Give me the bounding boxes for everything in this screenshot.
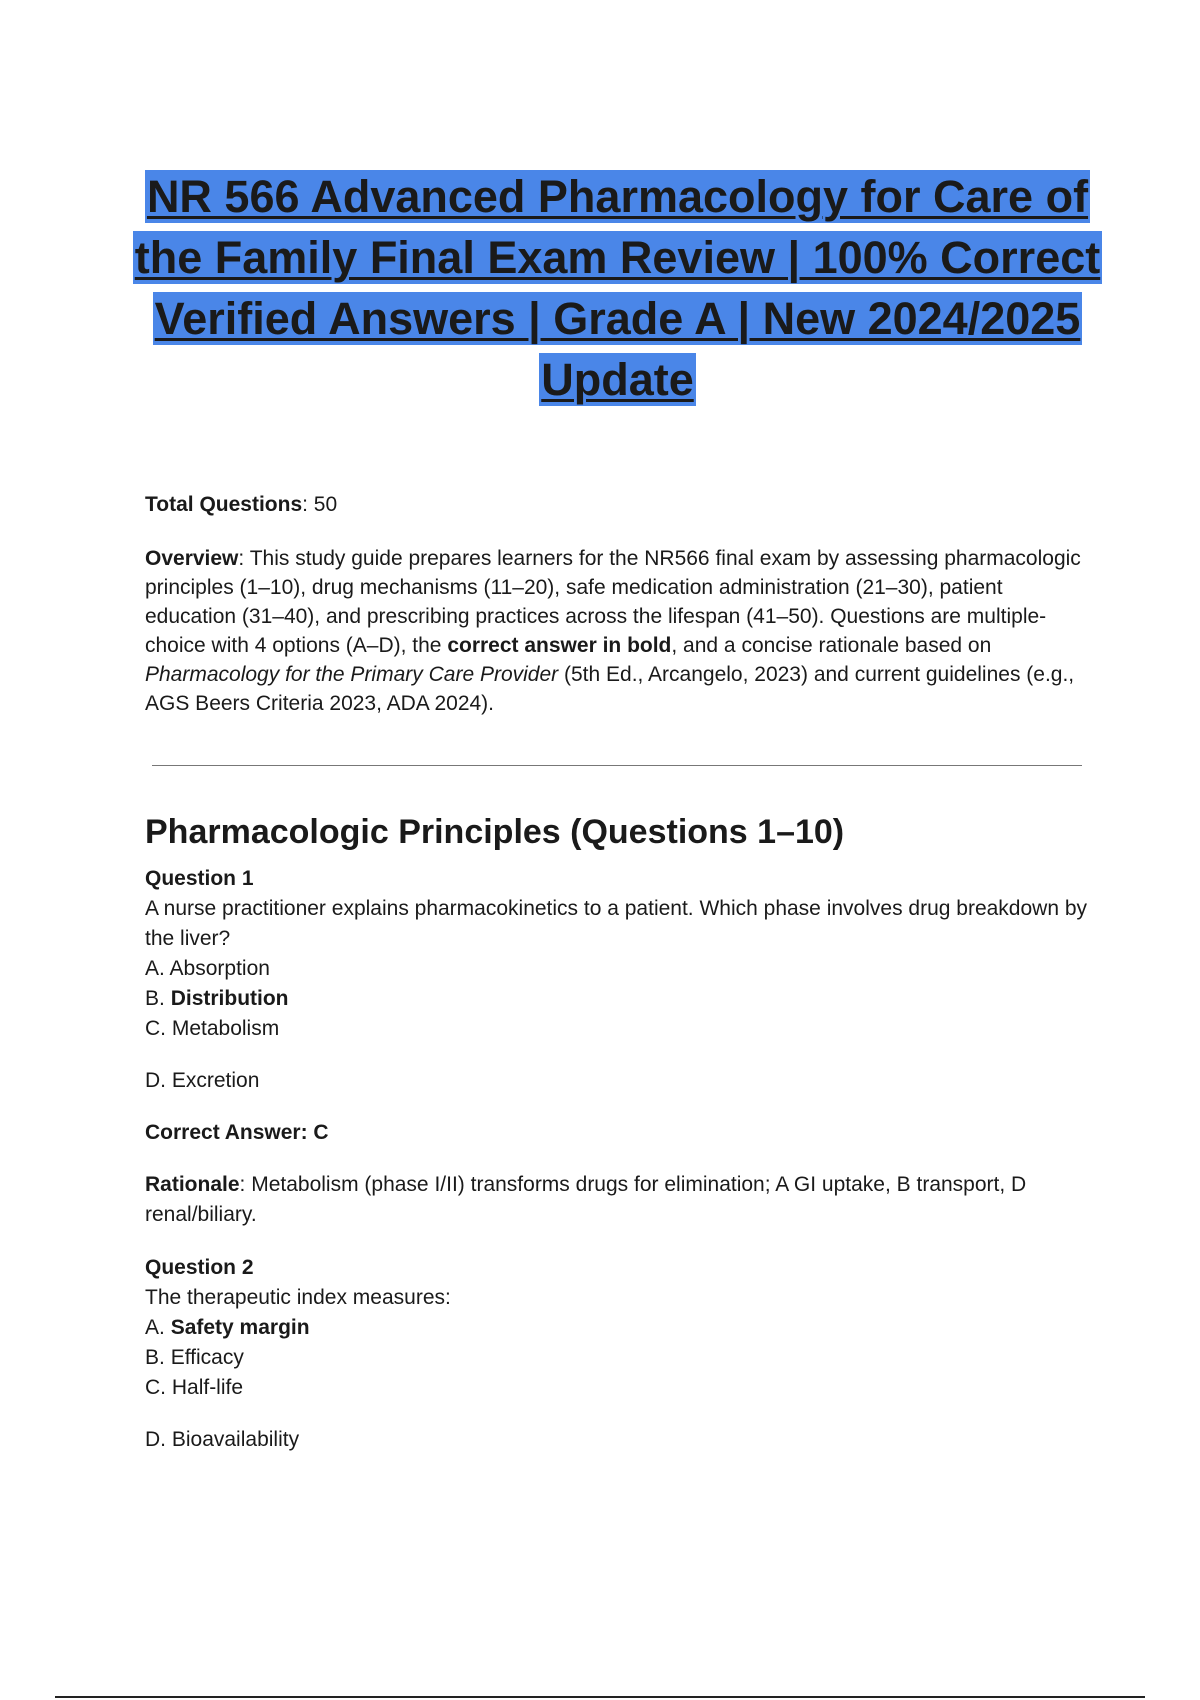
page-bottom-rule xyxy=(55,1696,1145,1698)
option-letter: B. xyxy=(145,1346,171,1369)
question-block-1 xyxy=(145,864,1095,1230)
question-heading: Question 2 xyxy=(145,1256,254,1279)
option-letter: A. xyxy=(145,1316,171,1339)
option-letter: A. xyxy=(145,957,170,980)
option-letter: D. xyxy=(145,1428,172,1451)
rationale-label: Rationale xyxy=(145,1173,240,1196)
overview-text-3: (5th Ed., Arcangelo, 2023) and current guidelines (e.g., AGS Beers Criteria 2023, ADA 2024). xyxy=(145,663,1075,715)
option-b xyxy=(145,984,1095,1014)
option-text: Absorption xyxy=(169,957,270,980)
rationale: Rationale: Metabolism (phase I/II) transforms drugs for elimination; A GI uptake, B transport, D renal/biliary. xyxy=(145,1173,1027,1226)
document-title-text: NR 566 Advanced Pharmacology for Care of the Family Final Exam Review | 100% Correct Verified Answers | Grade A | New 2024/2025 Update xyxy=(134,171,1101,405)
option-letter: D. xyxy=(145,1069,172,1092)
option-text: Safety margin xyxy=(170,1316,310,1339)
option-text: Metabolism xyxy=(171,1017,280,1040)
option-d xyxy=(145,1066,1095,1096)
option-a xyxy=(145,1313,1095,1343)
overview-label: Overview xyxy=(145,547,239,570)
total-questions-label: Total Questions xyxy=(145,493,303,516)
overview-book-title: Pharmacology for the Primary Care Provider xyxy=(145,663,559,686)
question-stem: A nurse practitioner explains pharmacokinetics to a patient. Which phase involves drug breakdown by the liver? xyxy=(145,897,1088,950)
correct-answer: Correct Answer: C xyxy=(145,1121,329,1144)
total-questions: Total Questions: 50 xyxy=(145,493,338,516)
section-title: Pharmacologic Principles (Questions 1–10) xyxy=(145,813,845,851)
question-block-2 xyxy=(145,1253,1095,1455)
question-stem: The therapeutic index measures: xyxy=(145,1286,451,1309)
overview-text-2: , and a concise rationale based on xyxy=(671,634,992,657)
option-letter: B. xyxy=(145,987,171,1010)
option-text: Bioavailability xyxy=(171,1428,300,1451)
overview-text-1: This study guide prepares learners for the NR566 final exam by assessing pharmacologic principles (1–10), drug mechanisms (11–20), safe medication administration (21–30), patient education (31–40), and prescribing practices across the lifespan (41–50). Questions are multiple-choice with 4 options (A–D), the xyxy=(145,547,1081,657)
overview-paragraph: Overview: This study guide prepares learners for the NR566 final exam by assessing pharmacologic principles (1–10), drug mechanisms (11–20), safe medication administration (21–30), patient education (31–40), and prescribing practices across the lifespan (41–50). Questions are multiple-choice with 4 options (A–D), the correct answer in bold, and a concise rationale based on Pharmacology for the Primary Care Provider (5th Ed., Arcangelo, 2023) and current guidelines (e.g., AGS Beers Criteria 2023, ADA 2024). xyxy=(145,547,1081,715)
option-text: Excretion xyxy=(171,1069,260,1092)
option-c xyxy=(145,1014,1095,1044)
option-c xyxy=(145,1373,1095,1403)
question-heading: Question 1 xyxy=(145,867,254,890)
total-questions-value: 50 xyxy=(313,493,338,516)
option-text: Efficacy xyxy=(170,1346,244,1369)
option-text: Half-life xyxy=(171,1376,244,1399)
option-a xyxy=(145,954,1095,984)
option-letter: C. xyxy=(145,1017,172,1040)
rationale-text: Metabolism (phase I/II) transforms drugs for elimination; A GI uptake, B transport, D renal/biliary. xyxy=(145,1173,1027,1226)
horizontal-divider xyxy=(152,765,1082,766)
option-letter: C. xyxy=(145,1376,172,1399)
option-text: Distribution xyxy=(170,987,289,1010)
overview-bold-text: correct answer in bold xyxy=(447,634,672,657)
option-b xyxy=(145,1343,1095,1373)
document-title xyxy=(110,166,1125,410)
option-d xyxy=(145,1425,1095,1455)
